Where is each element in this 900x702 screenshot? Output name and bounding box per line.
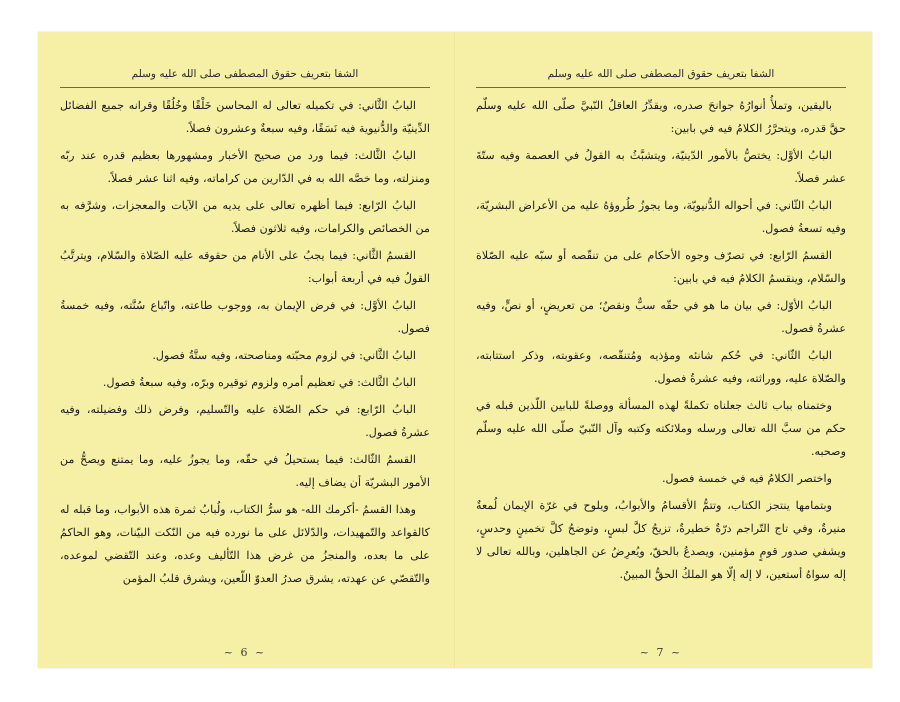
paragraph: البابُ الثَّاني: في تكميله تعالى له المحاسن خَلْقًا وخُلُقًا وقرانه جميع الفضائل الدِّينيّة والدُّنيوية فيه نَسَقًا، وفيه سبعةٌ وعشرون فصلاً. [60, 99, 430, 135]
paragraph: البابُ الأوّل: في بيان ما هو في حقّه سبٌّ ونقصٌ؛ من تعريضٍ، أو نصٍّ، وفيه عشرةُ فصول. [476, 299, 846, 335]
header-rule [60, 87, 430, 88]
paragraph: البابُ الثَّاني: في لزوم محبّته ومناصحته، وفيه ستَّةُ فصول. [152, 349, 416, 362]
paragraph: واختصر الكلامُ فيه في خمسة فصول. [661, 472, 832, 485]
paragraph: وهذا القسمُ -أكرمك الله- هو سرُّ الكتاب، ولُبابُ ثمرة هذه الأبواب، وما قبله له كالقواعد والتّمهيدات، والدّلائل على ما نورده فيه من النّكت البيّنات، وهو الحاكمُ على ما بعده، والمنجزُ من غرض هذا التّأليف وعده، وعند التّقضي لموعده، والتّقصّي عن عهدته، يشرق صدرُ العدوّ اللّعين، ويشرق قلبُ المؤمن [60, 503, 430, 585]
header-rule [476, 87, 846, 88]
page-number-value: 6 [240, 646, 250, 659]
paragraph: القسمُ الرّابع: في تصرّف وجوه الأحكام على من تنقّصه أو سبّه عليه الصّلاة والسّلام، وينقسمُ الكلامُ فيه في بابين: [476, 249, 846, 285]
footer-dash-right: ~ [249, 646, 267, 659]
page-body [476, 94, 846, 590]
footer-dash-left: ~ [639, 646, 657, 659]
book-spread [38, 32, 872, 668]
paragraph: البابُ الرّابع: في حكم الصّلاة عليه والتّسليم، وفرض ذلك وفضيلته، وفيه عشرةُ فصول. [60, 403, 430, 439]
running-header: الشفا بتعريف حقوق المصطفى صلى الله عليه وسلم [547, 68, 775, 80]
paragraph: وبتمامها ينتجز الكتاب، وتتمُّ الأقسامُ والأبوابُ، ويلوح في غرّة الإيمان لُمعةٌ منيرةٌ، وفي تاج التّراجم درّةٌ خطيرةٌ، تزيحُ كلَّ لبسٍ، وتوضحُ كلَّ تخمينٍ وحدسٍ، ويشفي صدور قومٍ مؤمنين، ويصدعُ بالحقّ، ويُعرِضُ عن الجاهلين، وبالله تعالى لا إله سواهُ أستعين، لا إله إلّا هو الملكُ الحقُّ المبينُ. [476, 499, 846, 581]
page-number [60, 646, 430, 659]
paragraph: وختمناه بباب ثالث جعلناه تكملةً لهذه المسألة ووصلةً للبابين اللّذين قبله في حكم من سبَّ الله تعالى ورسله وملائكته وكتبه وآل النّبيّ صلّى الله عليه وسلّم وصحبه. [476, 399, 846, 458]
page-number-value: 7 [656, 646, 666, 659]
paragraph: القسمُ الثَّاني: فيما يجبُ على الأنام من حقوقه عليه الصّلاة والسّلام، ويترتَّبُ القولُ فيه في أربعة أبواب: [60, 249, 430, 285]
footer-dash-right: ~ [665, 646, 683, 659]
paragraph: البابُ الرّابع: فيما أظهره تعالى على يديه من الآيات والمعجزات، وشرَّفه به من الخصائص والكرامات، وفيه ثلاثون فصلاً. [60, 199, 430, 235]
paragraph: البابُ الثّاني: في أحواله الدُّنيويّة، وما يجوزُ طُروؤهُ عليه من الأعراض البشريّة، وفيه تسعةُ فصول. [476, 199, 846, 235]
running-header: الشفا بتعريف حقوق المصطفى صلى الله عليه وسلم [131, 68, 359, 80]
page-number [476, 646, 846, 659]
paragraph: البابُ الثَّالث: في تعظيم أمره ولزوم توقيره وبرّه، وفيه سبعةُ فصول. [102, 376, 416, 389]
paragraph: البابُ الثَّالث: فيما ورد من صحيح الأخبار ومشهورها بعظيم قدره عند ربّه ومنزلته، وما خصَّه الله به في الدّارين من كراماته، وفيه اثنا عشر فصلاً. [60, 149, 430, 185]
paragraph: باليقين، وتملأُ أنوارُهُ جوانحَ صدره، ويقدِّرُ العاقلُ النّبيَّ صلّى الله عليه وسلّم حقَّ قدره، ويتحرَّرُ الكلامُ فيه في بابين: [476, 99, 846, 135]
paragraph: البابُ الأوَّل: يختصُّ بالأمور الدّينيّة، ويتشبَّثُ به القولُ في العصمة وفيه ستّةَ عشر فصلاً. [476, 149, 846, 185]
book-gutter [454, 32, 456, 668]
page-body [60, 94, 430, 594]
footer-dash-left: ~ [223, 646, 241, 659]
right-page [476, 32, 846, 668]
paragraph: القسمُ الثّالث: فيما يستحيلُ في حقّه، وما يجوزُ عليه، وما يمتنع ويصحُّ من الأمور البشريّة أن يضاف إليه. [60, 453, 430, 489]
left-page [60, 32, 430, 668]
paragraph: البابُ الأوَّل: في فرض الإيمان به، ووجوب طاعته، واتّباع سُنَّته، وفيه خمسةُ فصول. [60, 299, 430, 335]
paragraph: البابُ الثّاني: في حُكم شانئه ومؤذيه ومُتنقّصه، وعقوبته، وذكر استتابته، والصّلاة عليه، ووراثته، وفيه عشرةُ فصول. [476, 349, 846, 385]
